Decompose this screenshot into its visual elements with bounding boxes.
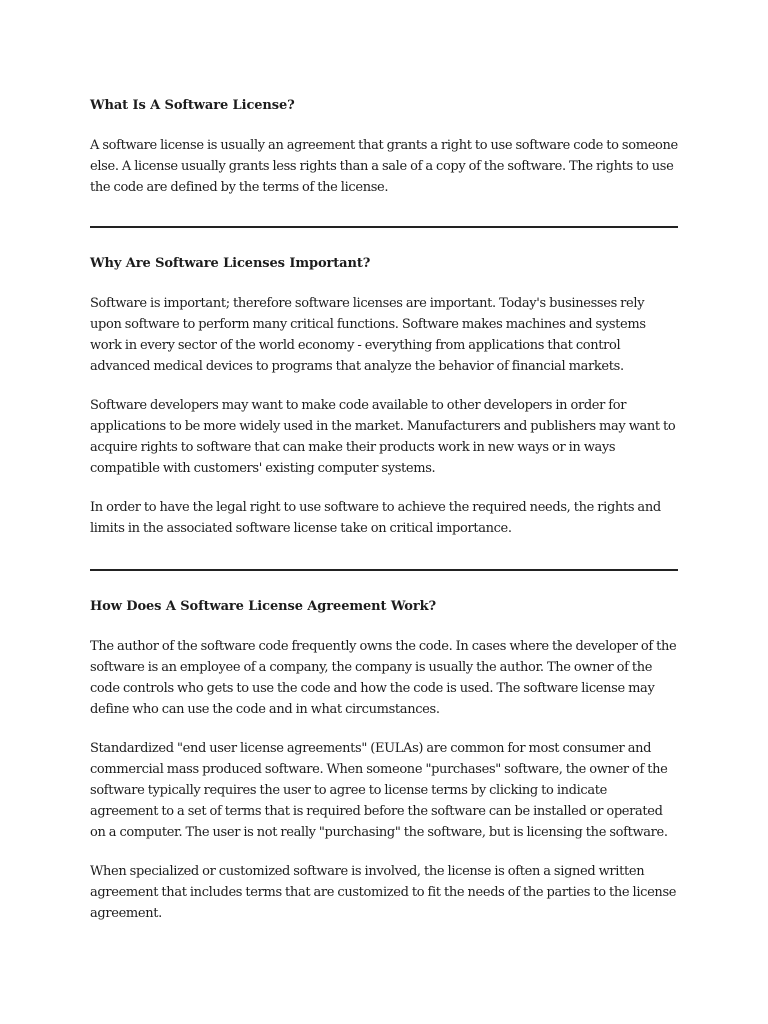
section-how-works — [90, 598, 678, 924]
paragraph: The author of the software code frequently owns the code. In cases where the developer of the software is an employee of a company, the company is usually the author. The owner of the code controls who gets to use the code and how the code is used. The software license may define who can use the code and in what circumstances. — [90, 639, 677, 717]
section-heading: How Does A Software License Agreement Work? — [90, 599, 437, 614]
paragraph: A software license is usually an agreement that grants a right to use software code to someone else. A license usually grants less rights than a sale of a copy of the software. The rights to use the code are defined by the terms of the license. — [90, 138, 678, 195]
paragraph: Standardized "end user license agreements" (EULAs) are common for most consumer and commercial mass produced software. When someone "purchases" software, the owner of the software typically requires the user to agree to license terms by clicking to indicate agreement to a set of terms that is required before the software can be installed or operated on a computer. The user is not really "purchasing" the software, but is licensing the software. — [90, 741, 668, 840]
section-why-important — [90, 255, 678, 539]
paragraph: Software developers may want to make code available to other developers in order for applications to be more widely used in the market. Manufacturers and publishers may want to acquire rights to software that can make their products work in new ways or in ways compatible with customers' existing computer systems. — [90, 398, 676, 476]
section-what-is-license — [90, 97, 678, 198]
section-heading: Why Are Software Licenses Important? — [90, 256, 371, 271]
paragraph: When specialized or customized software is involved, the license is often a signed written agreement that includes terms that are customized to fit the needs of the parties to the license agreement. — [90, 864, 677, 921]
section-heading: What Is A Software License? — [90, 98, 295, 113]
paragraph: In order to have the legal right to use software to achieve the required needs, the rights and limits in the associated software license take on critical importance. — [90, 500, 661, 536]
section-divider — [90, 569, 678, 571]
paragraph: Software is important; therefore software licenses are important. Today's businesses rely upon software to perform many critical functions. Software makes machines and systems work in every sector of the world economy - everything from applications that control advanced medical devices to programs that analyze the behavior of financial markets. — [90, 296, 646, 374]
section-divider — [90, 226, 678, 228]
